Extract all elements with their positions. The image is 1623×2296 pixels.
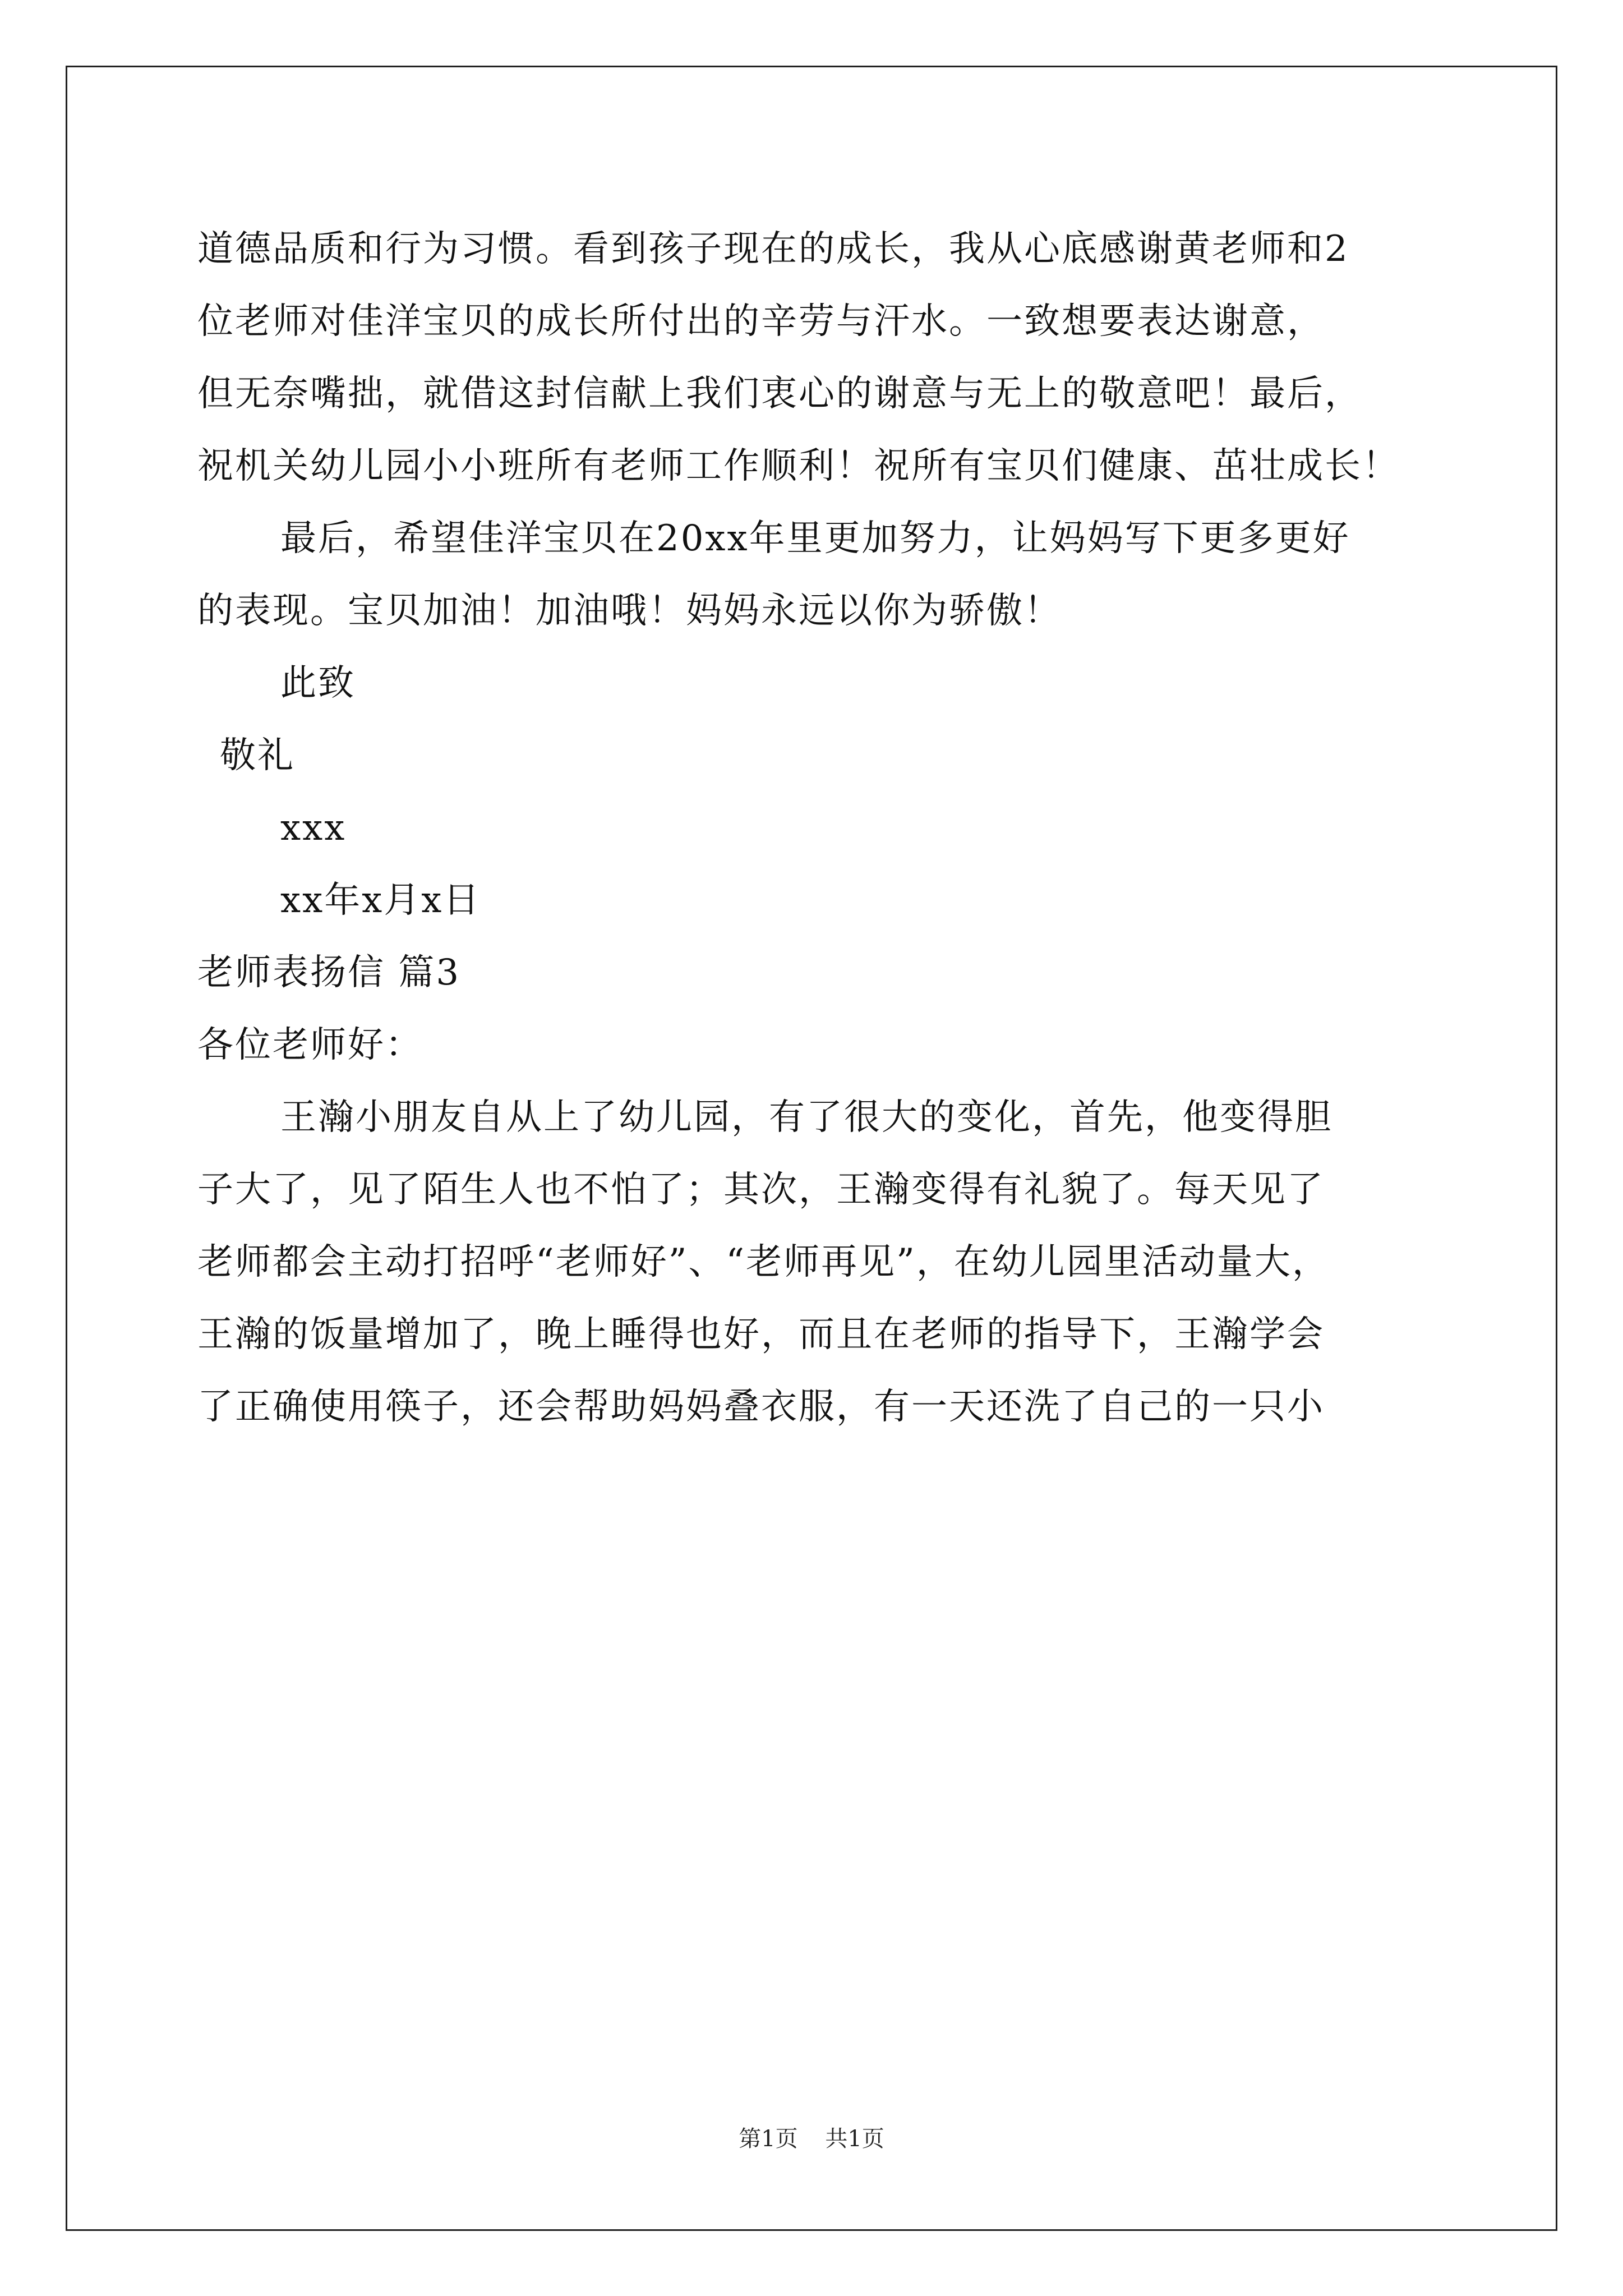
paragraph-line: 道德品质和行为习惯。看到孩子现在的成长，我从心底感谢黄老师和2 [197,228,1349,270]
paragraph-line: 位老师对佳洋宝贝的成长所付出的辛劳与汗水。一致想要表达谢意， [197,301,1325,342]
greeting: 各位老师好： [197,1024,423,1066]
paragraph-line: 子大了，见了陌生人也不怕了；其次，王瀚变得有礼貌了。每天见了 [197,1169,1325,1211]
paragraph-line: 王瀚的饭量增加了，晚上睡得也好，而且在老师的指导下，王瀚学会 [197,1314,1325,1355]
closing-salutation: 此致 [280,662,356,704]
signature-name: xxx [280,807,347,849]
paragraph-line: 最后，希望佳洋宝贝在20xx年里更加努力，让妈妈写下更多更好 [280,518,1350,559]
section-title: 老师表扬信 篇3 [197,952,461,993]
closing-regards: 敬礼 [220,735,295,776]
paragraph-line: 祝机关幼儿园小小班所有老师工作顺利！祝所有宝贝们健康、茁壮成长！ [197,445,1400,487]
page-footer [0,2125,1623,2153]
signature-date: xx年x月x日 [280,880,481,921]
page-total: 共1页 [825,2126,884,2152]
paragraph-line: 了正确使用筷子，还会帮助妈妈叠衣服，有一天还洗了自己的一只小 [197,1386,1325,1428]
paragraph-line: 但无奈嘴拙，就借这封信献上我们衷心的谢意与无上的敬意吧！最后， [197,373,1362,415]
paragraph-line: 老师都会主动打招呼“老师好”、“老师再见”，在幼儿园里活动量大， [197,1241,1330,1283]
paragraph-line: 王瀚小朋友自从上了幼儿园，有了很大的变化，首先，他变得胆 [280,1097,1332,1138]
paragraph-line: 的表现。宝贝加油！加油哦！妈妈永远以你为骄傲！ [197,590,1062,632]
page-number: 第1页 [739,2126,798,2152]
